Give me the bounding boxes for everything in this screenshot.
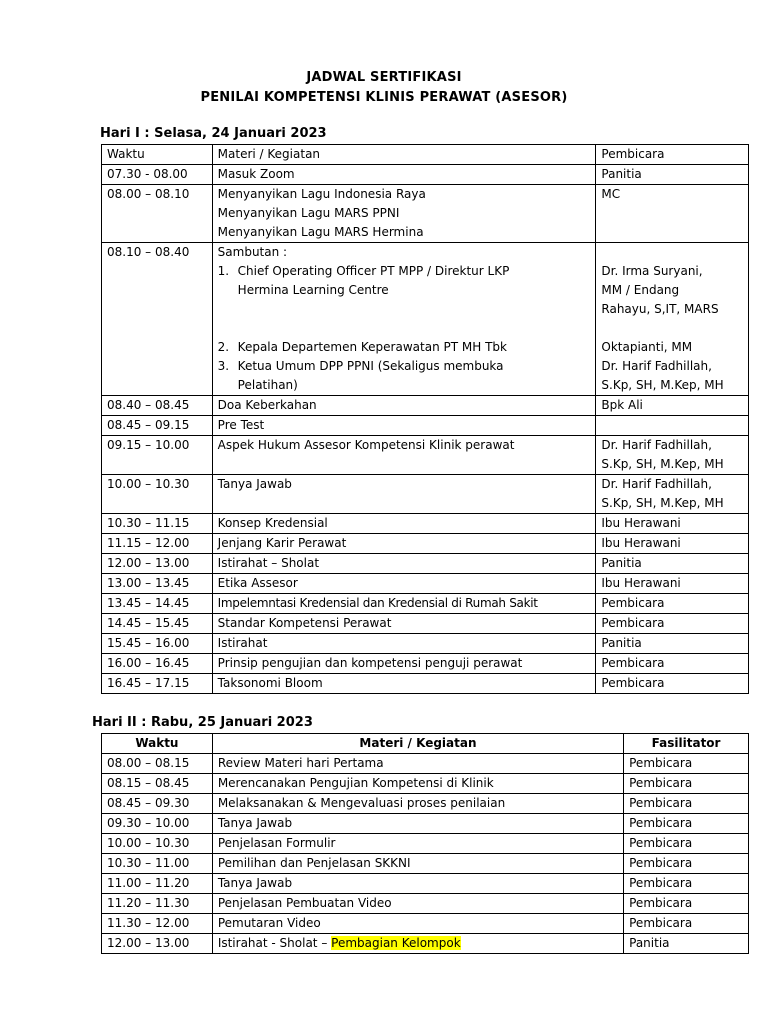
header-waktu: Waktu [102,145,213,165]
facilitator-cell: Pembicara [624,794,749,814]
table-row [102,934,749,954]
speaker-line: Rahayu, S,IT, MARS [601,302,719,316]
activity-cell: Jenjang Karir Perawat [212,534,596,554]
table-row [102,614,749,634]
header-materi: Materi / Kegiatan [212,734,623,754]
activity-cell: Istirahat – Sholat [212,554,596,574]
speaker-cell: Pembicara [596,594,749,614]
time-cell: 08.10 – 08.40 [102,243,213,396]
activity-cell: Prinsip pengujian dan kompetensi penguji perawat [212,654,596,674]
table-row [102,165,749,185]
day2-heading: Hari II : Rabu, 25 Januari 2023 [92,715,313,730]
activity-cell: Pre Test [212,416,596,436]
table-row [102,475,749,514]
time-cell: 10.30 – 11.15 [102,514,213,534]
time-cell: 16.45 – 17.15 [102,674,213,694]
activity-cell: Etika Assesor [212,574,596,594]
activity-line: Menyanyikan Lagu Indonesia Raya [217,187,426,201]
table-row [102,243,749,396]
activity-cell: Doa Keberkahan [212,396,596,416]
activity-cell: Tanya Jawab [212,874,623,894]
table-row [102,754,749,774]
table-row [102,914,749,934]
facilitator-cell: Pembicara [624,914,749,934]
table-row [102,834,749,854]
spacer [218,300,591,338]
speaker-cell: Pembicara [596,674,749,694]
speaker-line: Dr. Harif Fadhillah, [601,477,712,491]
table-row [102,814,749,834]
header-pembicara: Pembicara [596,145,749,165]
table-row [102,854,749,874]
time-cell: 14.45 – 15.45 [102,614,213,634]
activity-cell: Penjelasan Pembuatan Video [212,894,623,914]
time-cell: 11.30 – 12.00 [102,914,213,934]
activity-cell [212,934,623,954]
speaker-cell: Panitia [596,165,749,185]
speaker-line: Dr. Irma Suryani, [601,264,703,278]
table-row [102,634,749,654]
facilitator-cell: Pembicara [624,754,749,774]
facilitator-cell: Pembicara [624,774,749,794]
table-row [102,554,749,574]
facilitator-cell: Pembicara [624,874,749,894]
speaker-cell: Pembicara [596,654,749,674]
time-cell: 16.00 – 16.45 [102,654,213,674]
facilitator-cell: Pembicara [624,894,749,914]
table-row [102,185,749,243]
speaker-cell [596,416,749,436]
activity-cell: Masuk Zoom [212,165,596,185]
speaker-cell: Pembicara [596,614,749,634]
list-number: 1. [217,264,230,278]
time-cell: 13.00 – 13.45 [102,574,213,594]
time-cell: 08.40 – 08.45 [102,396,213,416]
time-cell: 12.00 – 13.00 [102,934,213,954]
activity-cell: Aspek Hukum Assesor Kompetensi Klinik perawat [212,436,596,475]
activity-line: Menyanyikan Lagu MARS PPNI [217,206,400,220]
time-cell: 11.15 – 12.00 [102,534,213,554]
time-cell: 08.15 – 08.45 [102,774,213,794]
facilitator-cell: Pembicara [624,854,749,874]
list-number: 3. [217,359,230,373]
time-cell: 08.00 – 08.10 [102,185,213,243]
table-header-row [102,734,749,754]
speaker-line: S.Kp, SH, M.Kep, MH [601,496,724,510]
list-text: Chief Operating Officer PT MPP / Direktur LKP [237,264,510,278]
activity-cell [212,185,596,243]
time-cell: 08.45 – 09.15 [102,416,213,436]
list-text: Hermina Learning Centre [237,283,389,297]
activity-cell: Tanya Jawab [212,814,623,834]
activity-cell [212,243,596,396]
speaker-cell [596,436,749,475]
activity-cell: Tanya Jawab [212,475,596,514]
time-cell: 10.00 – 10.30 [102,834,213,854]
speaker-cell: Panitia [596,634,749,654]
list-item [218,262,591,300]
day1-heading: Hari I : Selasa, 24 Januari 2023 [100,126,327,141]
list-number: 2. [217,340,230,354]
document-title: JADWAL SERTIFIKASI [306,70,462,85]
activity-cell: Standar Kompetensi Perawat [212,614,596,634]
list-item [218,338,591,357]
highlighted-text: Pembagian Kelompok [331,936,461,950]
list-text: Pelatihan) [237,378,298,392]
speaker-line: Dr. Harif Fadhillah, [601,438,712,452]
speaker-cell [596,475,749,514]
table-row [102,894,749,914]
speaker-cell: Bpk Ali [596,396,749,416]
document-subtitle: PENILAI KOMPETENSI KLINIS PERAWAT (ASESOR) [200,90,568,105]
time-cell: 09.30 – 10.00 [102,814,213,834]
time-cell: 10.00 – 10.30 [102,475,213,514]
table-row [102,534,749,554]
header-waktu: Waktu [102,734,213,754]
speaker-line: S.Kp, SH, M.Kep, MH [601,378,724,392]
table-row [102,396,749,416]
list-item [218,357,591,395]
spacer [601,319,743,338]
table-row [102,594,749,614]
speaker-line: S.Kp, SH, M.Kep, MH [601,457,724,471]
table-row [102,654,749,674]
table-row [102,514,749,534]
time-cell: 15.45 – 16.00 [102,634,213,654]
activity-intro: Sambutan : [217,245,288,259]
speaker-cell: Ibu Herawani [596,574,749,594]
activity-cell: Pemutaran Video [212,914,623,934]
table-row [102,794,749,814]
day2-schedule-table [101,733,749,954]
activity-cell: Konsep Kredensial [212,514,596,534]
facilitator-cell: Pembicara [624,814,749,834]
list-text: Kepala Departemen Keperawatan PT MH Tbk [237,340,507,354]
time-cell: 12.00 – 13.00 [102,554,213,574]
facilitator-cell: Pembicara [624,834,749,854]
time-cell: 10.30 – 11.00 [102,854,213,874]
table-row [102,436,749,475]
time-cell: 11.20 – 11.30 [102,894,213,914]
activity-text: Istirahat - Sholat – [217,936,332,950]
time-cell: 09.15 – 10.00 [102,436,213,475]
speaker-cell: Panitia [596,554,749,574]
time-cell: 13.45 – 14.45 [102,594,213,614]
speaker-line: Oktapianti, MM [601,340,693,354]
list-text: Ketua Umum DPP PPNI (Sekaligus membuka [237,359,504,373]
table-row [102,674,749,694]
speaker-line: Dr. Harif Fadhillah, [601,359,712,373]
facilitator-cell: Panitia [624,934,749,954]
activity-cell: Pemilihan dan Penjelasan SKKNI [212,854,623,874]
table-row [102,874,749,894]
table-row [102,416,749,436]
activity-cell: Taksonomi Bloom [212,674,596,694]
activity-cell: Impelemntasi Kredensial dan Kredensial di Rumah Sakit [212,594,596,614]
activity-cell: Istirahat [212,634,596,654]
activity-cell: Penjelasan Formulir [212,834,623,854]
time-cell: 11.00 – 11.20 [102,874,213,894]
header-materi: Materi / Kegiatan [212,145,596,165]
spacer [601,243,743,262]
activity-cell: Merencanakan Pengujian Kompetensi di Klinik [212,774,623,794]
time-cell: 08.45 – 09.30 [102,794,213,814]
speaker-cell: Ibu Herawani [596,534,749,554]
table-row [102,774,749,794]
speaker-cell [596,243,749,396]
speaker-cell: MC [596,185,749,243]
time-cell: 07.30 - 08.00 [102,165,213,185]
activity-cell: Melaksanakan & Mengevaluasi proses penilaian [212,794,623,814]
activity-line: Menyanyikan Lagu MARS Hermina [217,225,424,239]
activity-cell: Review Materi hari Pertama [212,754,623,774]
table-header-row [102,145,749,165]
header-fasilitator: Fasilitator [624,734,749,754]
time-cell: 08.00 – 08.15 [102,754,213,774]
speaker-line: MM / Endang [601,283,680,297]
table-row [102,574,749,594]
day1-schedule-table [101,144,749,694]
speaker-cell: Ibu Herawani [596,514,749,534]
